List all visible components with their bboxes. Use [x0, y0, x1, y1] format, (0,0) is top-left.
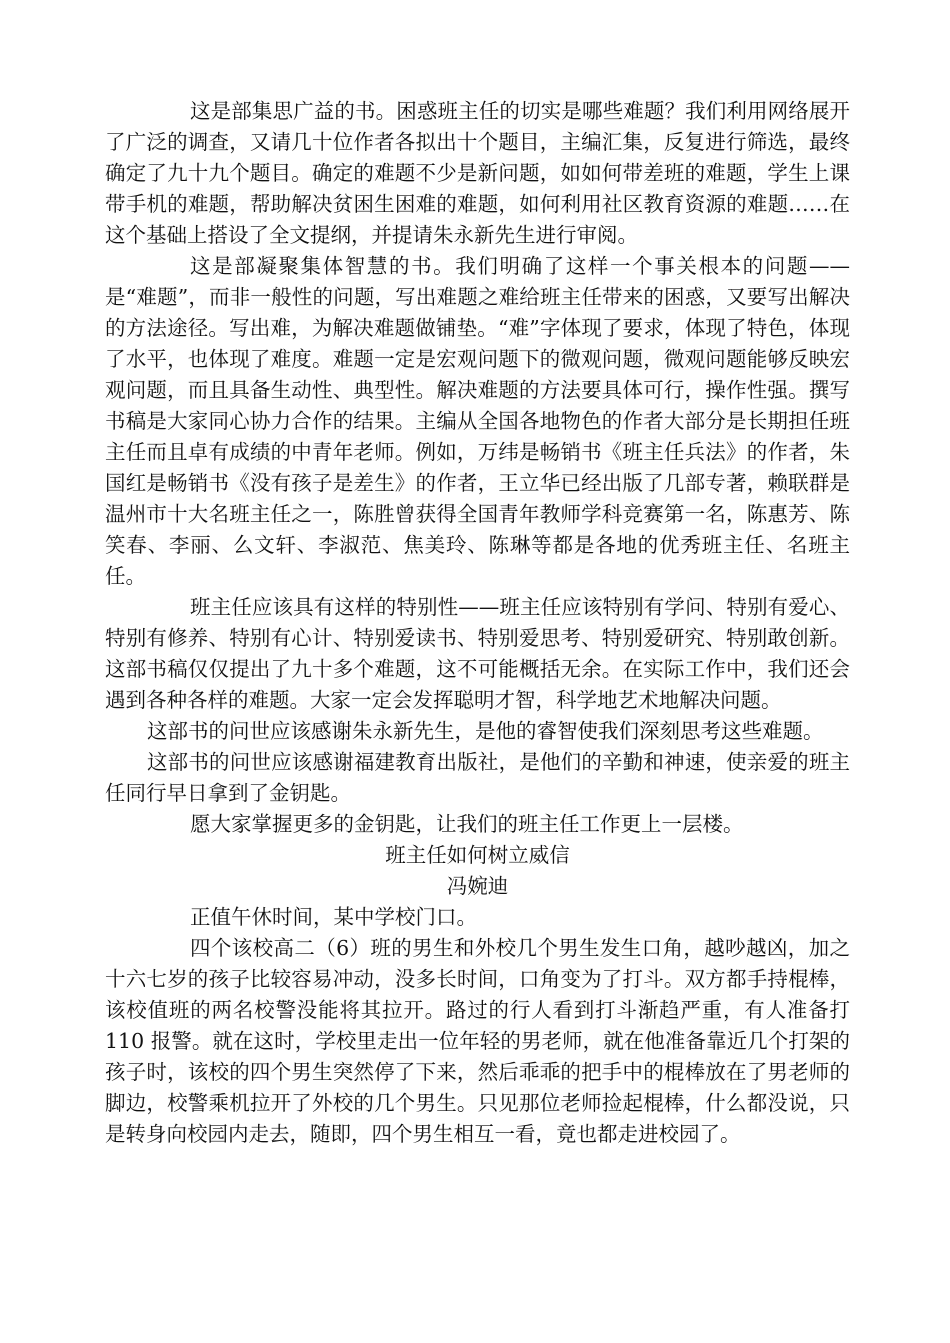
paragraph-4: 这部书的问世应该感谢朱永新先生，是他的睿智使我们深刻思考这些难题。: [147, 719, 824, 743]
document-page: [105, 96, 850, 1150]
paragraph-5: 这部书的问世应该感谢福建教育出版社，是他们的辛勤和神速，使亲爱的班主任同行早日拿到了金钥匙。: [105, 750, 850, 805]
paragraph-6: 愿大家掌握更多的金钥匙，让我们的班主任工作更上一层楼。: [190, 812, 744, 836]
article-paragraph-1: 正值午休时间，某中学校门口。: [190, 905, 477, 929]
paragraph-1: 这是部集思广益的书。困惑班主任的切实是哪些难题？我们利用网络展开了广泛的调查，又请几十位作者各拟出十个题目，主编汇集，反复进行筛选，最终确定了九十九个题目。确定的难题不少是新问题，如如何带差班的难题，学生上课带手机的难题，帮助解决贫困生困难的难题，如何利用社区教育资源的难题……在这个基础上搭设了全文提纲，并提请朱永新先生进行审阅。: [105, 99, 850, 247]
paragraph-3: 班主任应该具有这样的特别性——班主任应该特别有学问、特别有爱心、特别有修养、特别有心计、特别爱读书、特别爱思考、特别爱研究、特别敢创新。这部书稿仅仅提出了九十多个难题，这不可能概括无余。在实际工作中，我们还会遇到各种各样的难题。大家一定会发挥聪明才智，科学地艺术地解决问题。: [105, 595, 850, 712]
paragraph-2: 这是部凝聚集体智慧的书。我们明确了这样一个事关根本的问题——是“难题”，而非一般性的问题，写出难题之难给班主任带来的困惑，又要写出解决的方法途径。写出难，为解决难题做铺垫。“难”字体现了要求，体现了特色，体现了水平，也体现了难度。难题一定是宏观问题下的微观问题，微观问题能够反映宏观问题，而且具备生动性、典型性。解决难题的方法要具体可行，操作性强。撰写书稿是大家同心协力合作的结果。主编从全国各地物色的作者大部分是长期担任班主任而且卓有成绩的中青年老师。例如，万纬是畅销书《班主任兵法》的作者，朱国红是畅销书《没有孩子是差生》的作者，王立华已经出版了几部专著，赖联群是温州市十大名班主任之一，陈胜曾获得全国青年教师学科竞赛第一名，陈惠芳、陈笑春、李丽、么文轩、李淑范、焦美玲、陈琳等都是各地的优秀班主任、名班主任。: [105, 254, 850, 588]
article-paragraph-2: 四个该校高二（6）班的男生和外校几个男生发生口角，越吵越凶，加之十六七岁的孩子比较容易冲动，没多长时间，口角变为了打斗。双方都手持棍棒，该校值班的两名校警没能将其拉开。路过的行人看到打斗渐趋严重，有人准备打 110 报警。就在这时，学校里走出一位年轻的男老师，就在他准备靠近几个打架的孩子时，该校的四个男生突然停了下来，然后乖乖的把手中的棍棒放在了男老师的脚边，校警乘机拉开了外校的几个男生。只见那位老师捡起棍棒，什么都没说，只是转身向校园内走去，随即，四个男生相互一看，竟也都走进校园了。: [105, 936, 850, 1146]
article-author: 冯婉迪: [446, 874, 509, 898]
article-title: 班主任如何树立威信: [385, 843, 570, 867]
